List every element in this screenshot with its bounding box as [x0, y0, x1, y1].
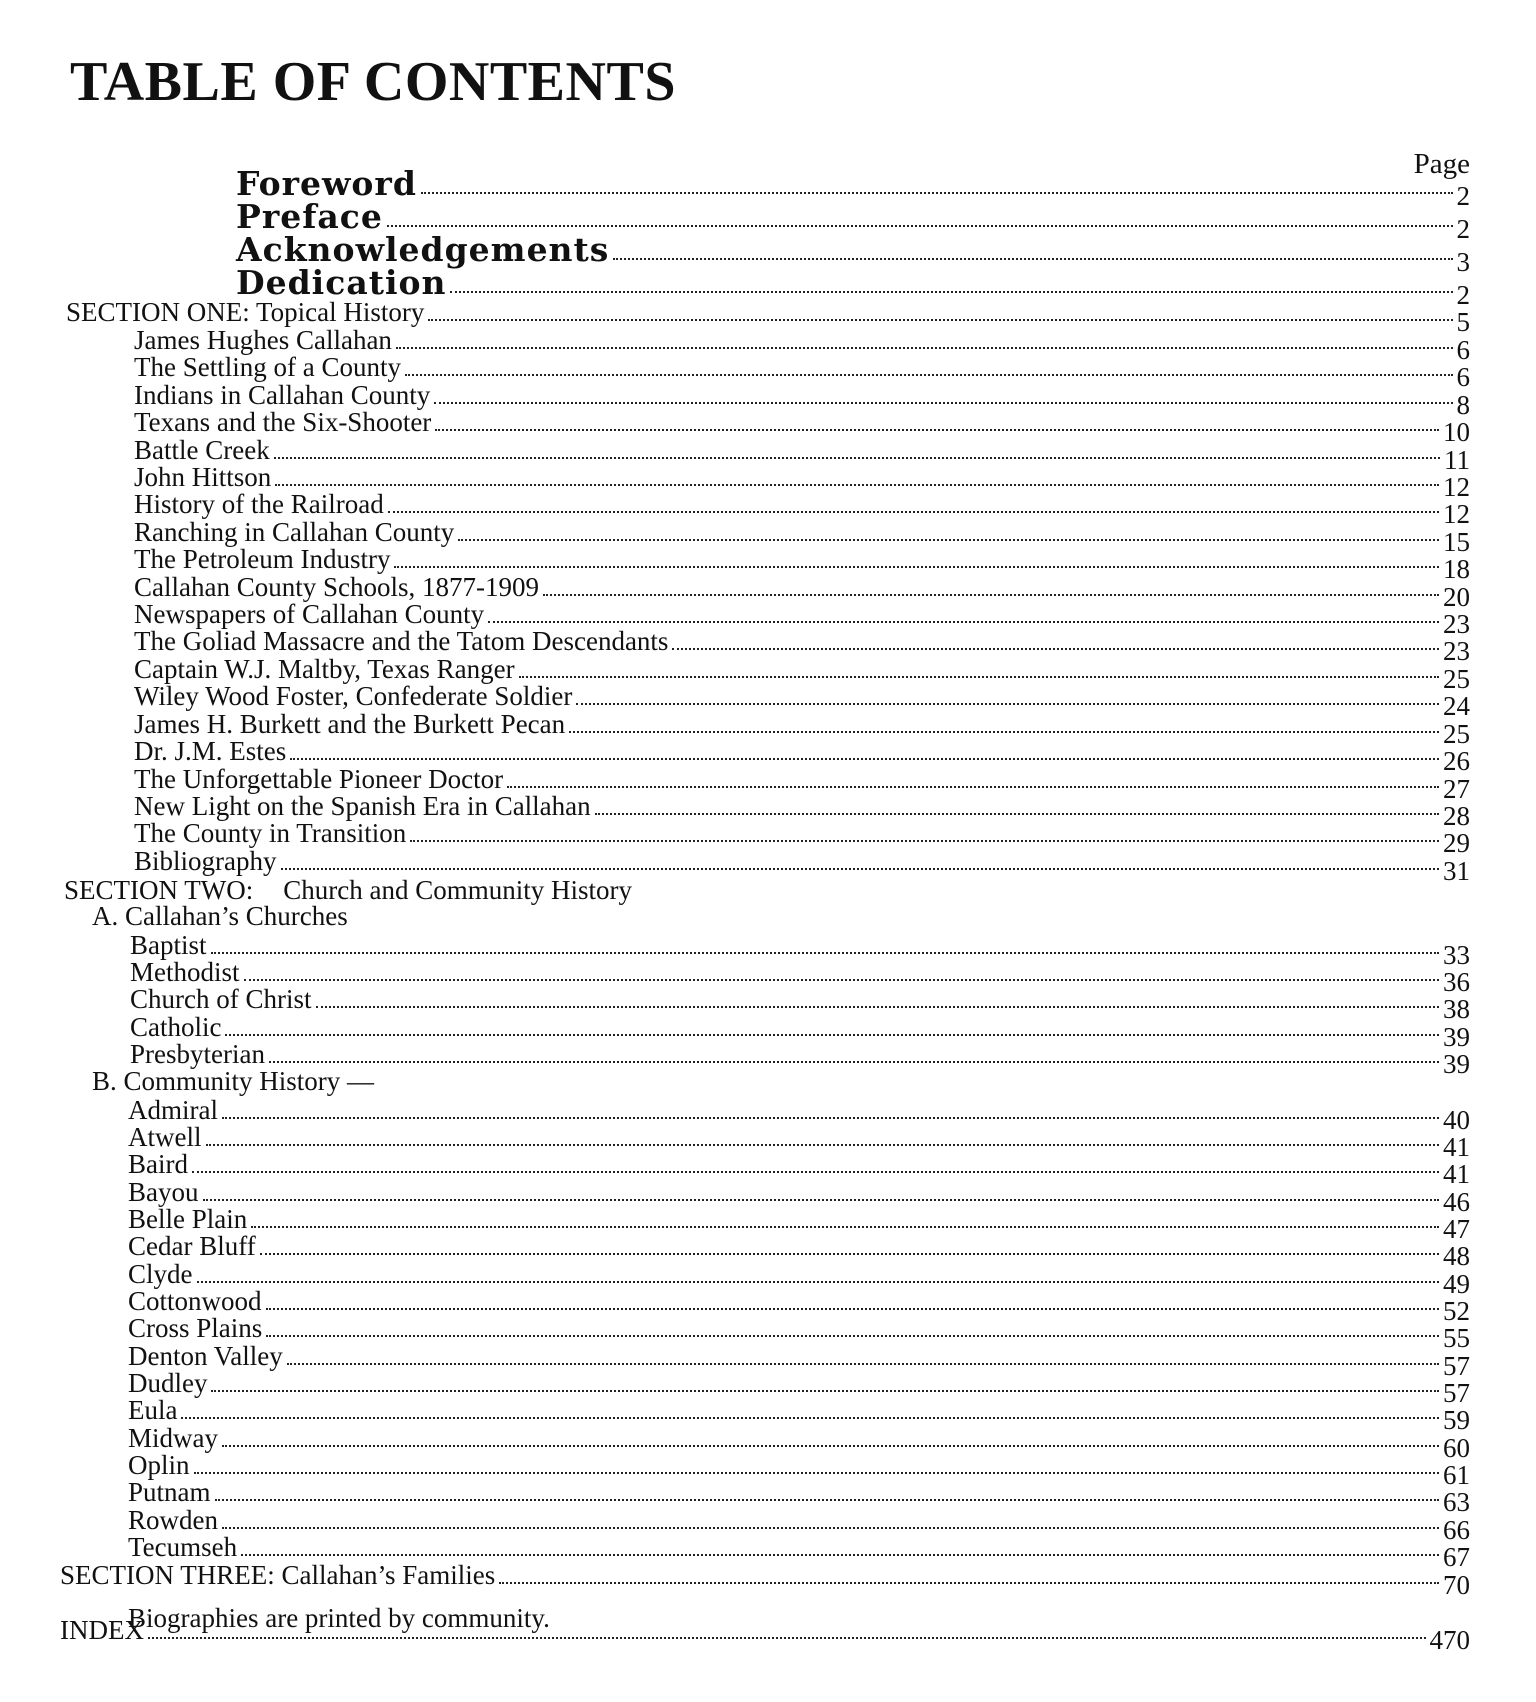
toc-entry-title: Denton Valley — [128, 1341, 283, 1371]
toc-entry-title: The Goliad Massacre and the Tatom Descendants — [134, 626, 669, 656]
dot-leader — [244, 979, 1439, 981]
toc-entry-title: Bayou — [128, 1177, 199, 1207]
toc-entry-title: Belle Plain — [128, 1204, 248, 1234]
toc-entry-title: Oplin — [128, 1450, 190, 1480]
toc-entry-title: Rowden — [128, 1505, 218, 1535]
dot-leader — [519, 676, 1439, 678]
dot-leader — [488, 621, 1439, 623]
toc-entry — [130, 983, 1470, 1024]
toc-entry — [128, 1312, 1470, 1353]
toc-entry — [134, 351, 1470, 392]
dot-leader — [290, 758, 1439, 760]
dot-leader — [428, 319, 1452, 321]
toc-entry — [128, 1121, 1470, 1162]
toc-entry — [134, 516, 1470, 557]
dot-leader — [316, 1006, 1440, 1008]
dot-leader — [387, 225, 1453, 227]
toc-page-number: 26 — [1443, 746, 1470, 776]
toc-entry — [130, 956, 1470, 997]
toc-entry — [128, 1367, 1470, 1408]
toc-entry — [134, 571, 1470, 612]
dot-leader — [269, 1061, 1439, 1063]
toc-entry-title: New Light on the Spanish Era in Callahan — [134, 791, 591, 821]
community-heading — [92, 1065, 374, 1095]
dot-leader — [148, 1637, 1426, 1639]
toc-entry — [128, 1340, 1470, 1381]
toc-entry — [66, 296, 1470, 337]
toc-page-number: 39 — [1443, 1049, 1470, 1079]
toc-page-number: 25 — [1443, 664, 1470, 694]
toc-page-number: 61 — [1443, 1460, 1470, 1490]
dot-leader — [435, 429, 1439, 431]
toc-entry-title: Catholic — [130, 1012, 222, 1042]
toc-entry-title: Eula — [128, 1395, 178, 1425]
toc-page-number: 63 — [1443, 1487, 1470, 1517]
toc-page-number: 10 — [1443, 417, 1470, 447]
dot-leader — [576, 703, 1439, 705]
toc-entry-title: Captain W.J. Maltby, Texas Ranger — [134, 654, 515, 684]
toc-page-number: 38 — [1443, 994, 1470, 1024]
toc-entry-title: Church of Christ — [130, 984, 312, 1014]
toc-entry — [128, 1422, 1470, 1463]
toc-page-number: 3 — [1456, 247, 1470, 277]
toc-page-number: 66 — [1443, 1515, 1470, 1545]
dot-leader — [222, 1527, 1439, 1529]
toc-entry — [134, 598, 1470, 639]
toc-entry — [134, 845, 1470, 886]
dot-leader — [194, 1472, 1439, 1474]
toc-page-number: 49 — [1443, 1269, 1470, 1299]
heading-text: B. Community History — — [92, 1066, 375, 1096]
dot-leader — [206, 1144, 1440, 1146]
toc-page-number: 70 — [1443, 1570, 1470, 1600]
dot-leader — [287, 1363, 1439, 1365]
toc-entry — [128, 1504, 1470, 1545]
toc-entry-title: Cottonwood — [128, 1286, 262, 1316]
dot-leader — [274, 457, 1440, 459]
dot-leader — [421, 192, 1453, 194]
toc-entry-title: Indians in Callahan County — [134, 380, 431, 410]
churches-heading — [92, 900, 348, 930]
toc-entry — [134, 461, 1470, 502]
dot-leader — [396, 347, 1453, 349]
toc-entry — [128, 1285, 1470, 1326]
toc-page-number: 33 — [1443, 940, 1470, 970]
toc-page-number: 57 — [1443, 1378, 1470, 1408]
toc-page-number: 18 — [1443, 554, 1470, 584]
toc-entry — [134, 379, 1470, 420]
heading-text: A. Callahan’s Churches — [92, 901, 348, 931]
toc-entry-title: The County in Transition — [134, 818, 407, 848]
toc-entry-title: INDEX — [60, 1615, 144, 1645]
toc-entry-title: Baird — [128, 1149, 188, 1179]
toc-entry-title: SECTION THREE: Callahan’s Families — [60, 1560, 496, 1590]
dot-leader — [450, 291, 1452, 293]
toc-page-number: 55 — [1443, 1323, 1470, 1353]
toc-page-number: 2 — [1456, 181, 1470, 211]
dot-leader — [241, 1554, 1439, 1556]
toc-entry-title: Methodist — [130, 957, 240, 987]
dot-leader — [260, 1253, 1439, 1255]
toc-entry-title: Foreword — [236, 164, 417, 203]
toc-entry — [236, 263, 1470, 310]
toc-entry-title: Dudley — [128, 1368, 208, 1398]
dot-leader — [197, 1281, 1440, 1283]
toc-page-number: 29 — [1443, 828, 1470, 858]
dot-leader — [266, 1308, 1439, 1310]
toc-page-number: 11 — [1444, 445, 1470, 475]
toc-entry — [130, 929, 1470, 970]
toc-entry — [134, 653, 1470, 694]
toc-entry — [128, 1148, 1470, 1189]
toc-entry — [128, 1531, 1470, 1572]
toc-page-number: 12 — [1443, 499, 1470, 529]
toc-entry-title: Tecumseh — [128, 1532, 238, 1562]
page-title: TABLE OF CONTENTS — [70, 51, 676, 113]
dot-leader — [595, 813, 1439, 815]
heading-text: Church and Community History — [283, 875, 632, 905]
dot-leader — [410, 840, 1439, 842]
toc-page-number: 60 — [1443, 1433, 1470, 1463]
toc-entry-title: John Hittson — [134, 462, 272, 492]
dot-leader — [281, 868, 1440, 870]
toc-entry-title: Cross Plains — [128, 1313, 263, 1343]
toc-entry — [134, 817, 1470, 858]
toc-entry-title: Dedication — [236, 263, 447, 302]
toc-entry-title: Admiral — [128, 1095, 218, 1125]
dot-leader — [275, 484, 1439, 486]
toc-entry — [134, 708, 1470, 749]
dot-leader — [251, 1226, 1439, 1228]
dot-leader — [266, 1335, 1439, 1337]
dot-leader — [222, 1117, 1439, 1119]
toc-entry — [128, 1449, 1470, 1490]
toc-entry — [128, 1230, 1470, 1271]
dot-leader — [211, 952, 1439, 954]
toc-page-number: 48 — [1443, 1241, 1470, 1271]
toc-entry-title: The Settling of a County — [134, 352, 401, 382]
dot-leader — [405, 374, 1453, 376]
section-three-note: Biographies are printed by community. — [128, 1603, 550, 1633]
toc-entry — [236, 197, 1470, 244]
dot-leader — [394, 566, 1439, 568]
toc-page-number: 6 — [1456, 362, 1470, 392]
dot-leader — [458, 539, 1439, 541]
dot-leader — [613, 258, 1452, 260]
toc-entry — [134, 763, 1470, 804]
toc-entry — [134, 488, 1470, 529]
toc-entry-title: Texans and the Six-Shooter — [134, 407, 432, 437]
toc-page-number: 470 — [1429, 1625, 1470, 1655]
toc-page-number: 28 — [1443, 801, 1470, 831]
toc-entry-title: Midway — [128, 1423, 218, 1453]
toc-entry-title: James Hughes Callahan — [134, 325, 392, 355]
toc-page-number: 41 — [1443, 1159, 1470, 1189]
toc-entry-title: Ranching in Callahan County — [134, 517, 455, 547]
toc-entry-title: Presbyterian — [130, 1039, 265, 1069]
toc-page-number: 23 — [1443, 609, 1470, 639]
dot-leader — [499, 1582, 1439, 1584]
toc-entry — [128, 1176, 1470, 1217]
toc-page-number: 57 — [1443, 1351, 1470, 1381]
toc-entry — [128, 1258, 1470, 1299]
dot-leader — [434, 402, 1452, 404]
toc-entry-title: Cedar Bluff — [128, 1231, 256, 1261]
toc-entry-title: Acknowledgements — [236, 230, 610, 269]
heading-text: SECTION TWO: — [64, 875, 254, 905]
toc-entry-title: Dr. J.M. Estes — [134, 736, 287, 766]
toc-entry — [134, 434, 1470, 475]
toc-page-number: 39 — [1443, 1022, 1470, 1052]
toc-entry — [134, 680, 1470, 721]
dot-leader — [211, 1390, 1439, 1392]
toc-entry — [134, 735, 1470, 776]
dot-leader — [507, 786, 1439, 788]
toc-page-number: 46 — [1443, 1187, 1470, 1217]
toc-entry-title: Callahan County Schools, 1877-1909 — [134, 572, 539, 602]
toc-entry-title: The Unforgettable Pioneer Doctor — [134, 764, 504, 794]
toc-entry — [128, 1094, 1470, 1135]
toc-entry-title: Wiley Wood Foster, Confederate Soldier — [134, 681, 573, 711]
dot-leader — [222, 1445, 1439, 1447]
toc-page-number: 25 — [1443, 719, 1470, 749]
toc-page-number: 31 — [1443, 856, 1470, 886]
toc-entry-title: History of the Railroad — [134, 489, 384, 519]
toc-page-number: 47 — [1443, 1214, 1470, 1244]
toc-entry-title: Baptist — [130, 930, 207, 960]
toc-entry — [236, 230, 1470, 277]
toc-page-number: 2 — [1456, 214, 1470, 244]
dot-leader — [569, 731, 1439, 733]
toc-page-number: 24 — [1443, 691, 1470, 721]
toc-entry-title: James H. Burkett and the Burkett Pecan — [134, 709, 566, 739]
toc-page-number: 41 — [1443, 1132, 1470, 1162]
toc-page-number: 5 — [1456, 307, 1470, 337]
toc-entry — [128, 1394, 1470, 1435]
dot-leader — [225, 1034, 1439, 1036]
toc-page-number: 15 — [1443, 527, 1470, 557]
dot-leader — [203, 1199, 1440, 1201]
toc-entry — [130, 1011, 1470, 1052]
toc-page-number: 27 — [1443, 774, 1470, 804]
toc-page-number: 8 — [1456, 390, 1470, 420]
toc-page-number: 59 — [1443, 1405, 1470, 1435]
dot-leader — [672, 648, 1439, 650]
toc-entry — [134, 790, 1470, 831]
page-column-header: Page — [1413, 148, 1470, 180]
toc-page-number: 23 — [1443, 636, 1470, 666]
toc-entry — [130, 1038, 1470, 1079]
toc-page-number: 36 — [1443, 967, 1470, 997]
toc-entry — [60, 1559, 1470, 1600]
toc-page-number: 40 — [1443, 1105, 1470, 1135]
dot-leader — [388, 511, 1439, 513]
toc-entry-title: Atwell — [128, 1122, 202, 1152]
toc-entry — [134, 406, 1470, 447]
toc-page-number: 12 — [1443, 472, 1470, 502]
toc-entry-title: Putnam — [128, 1477, 211, 1507]
toc-entry-title: Preface — [236, 197, 383, 236]
dot-leader — [543, 594, 1439, 596]
dot-leader — [215, 1499, 1439, 1501]
toc-page-number: 52 — [1443, 1296, 1470, 1326]
toc-entry-title: The Petroleum Industry — [134, 544, 391, 574]
toc-entry — [134, 543, 1470, 584]
toc-entry — [128, 1203, 1470, 1244]
toc-entry-title: Clyde — [128, 1259, 193, 1289]
toc-page-number: 20 — [1443, 582, 1470, 612]
toc-entry-title: Battle Creek — [134, 435, 270, 465]
toc-page-number: 67 — [1443, 1542, 1470, 1572]
dot-leader — [181, 1417, 1439, 1419]
toc-page-number: 2 — [1456, 280, 1470, 310]
dot-leader — [192, 1171, 1439, 1173]
toc-entry-title: Newspapers of Callahan County — [134, 599, 485, 629]
toc-entry-title: Bibliography — [134, 846, 277, 876]
toc-entry — [134, 324, 1470, 365]
toc-page-number: 6 — [1456, 335, 1470, 365]
toc-entry-title: SECTION ONE: Topical History — [66, 297, 425, 327]
toc-entry — [134, 625, 1470, 666]
toc-entry — [128, 1476, 1470, 1517]
